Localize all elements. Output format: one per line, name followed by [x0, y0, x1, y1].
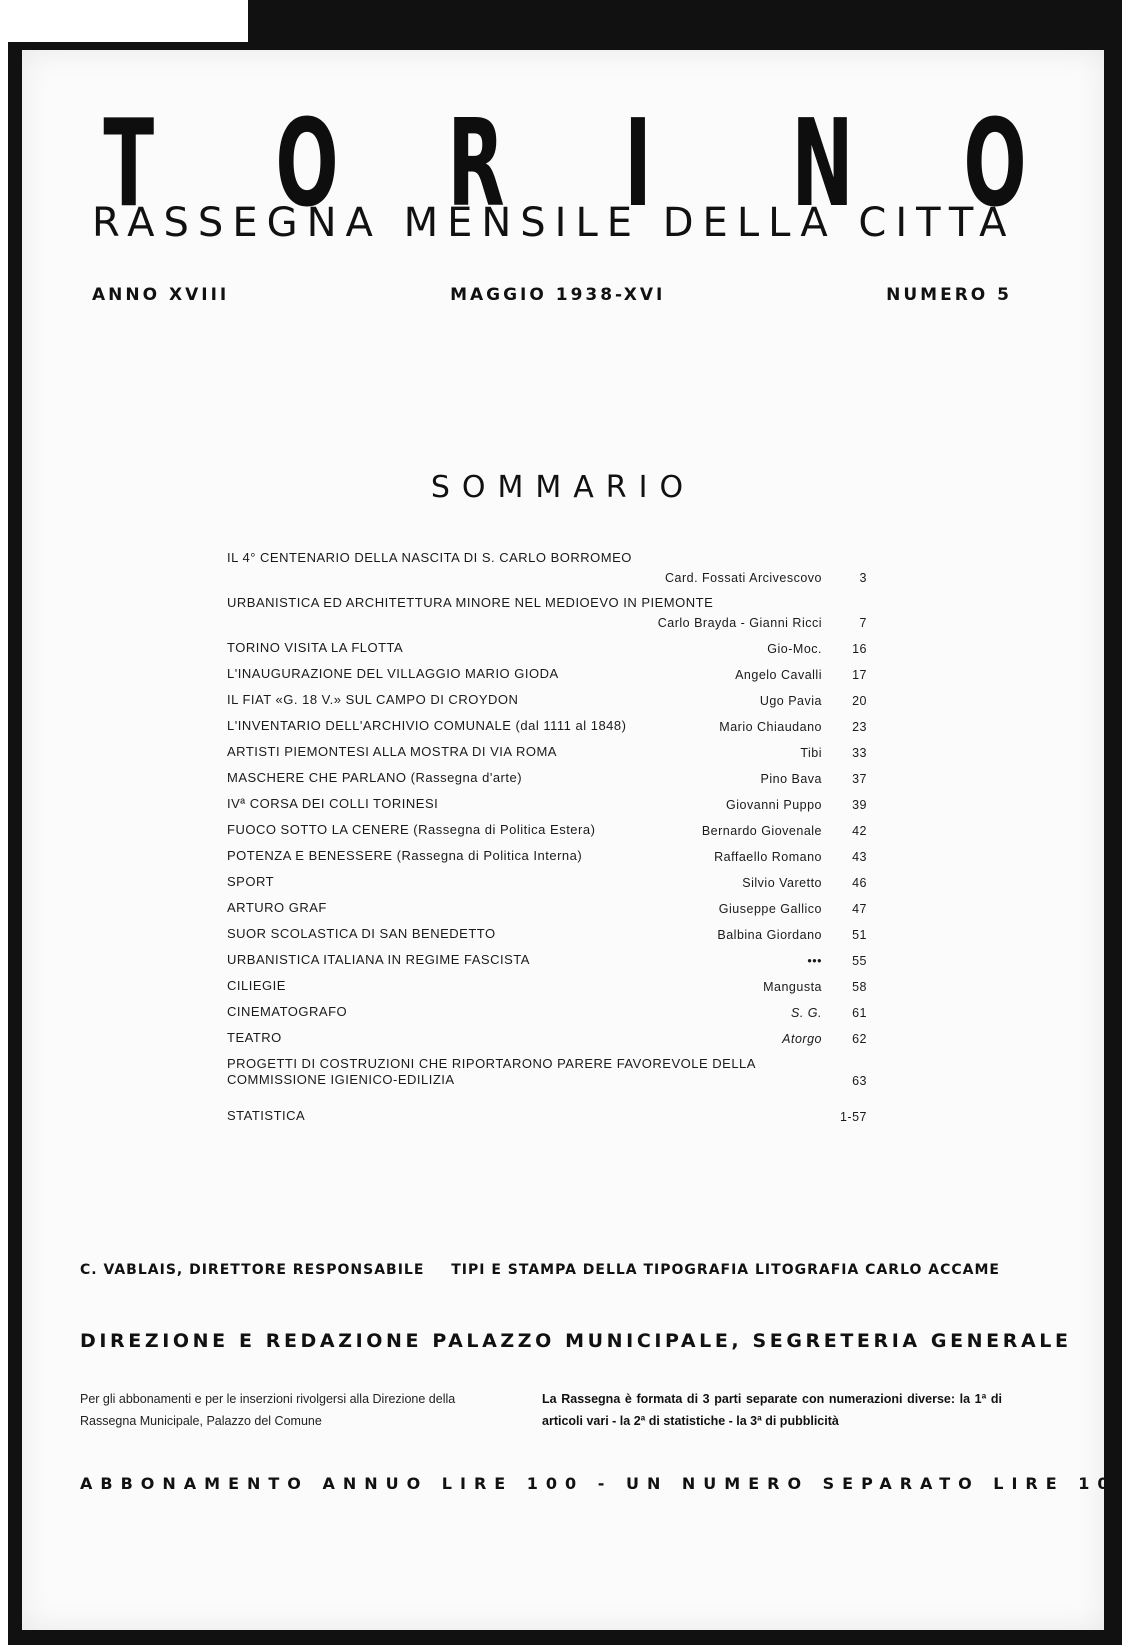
toc-entry [227, 1108, 867, 1134]
toc-entry [227, 595, 867, 640]
abbonamenti-info: Per gli abbonamenti e per le inserzioni rivolgersi alla Direzione della Rassegna Municipale, Palazzo del Comune [80, 1392, 456, 1428]
toc-author: Tibi [800, 746, 822, 760]
sommario-heading: SOMMARIO [430, 470, 696, 505]
toc-page: 51 [852, 928, 867, 942]
abbonamento-price: ABBONAMENTO ANNUO LIRE 100 - UN NUMERO SEPARATO LIRE 10 [80, 1474, 1117, 1493]
toc-author: Raffaello Romano [714, 850, 822, 864]
toc-author: Ugo Pavia [759, 694, 822, 708]
toc-page: 39 [852, 798, 867, 812]
direzione-redazione: DIREZIONE E REDAZIONE PALAZZO MUNICIPALE, SEGRETERIA GENERALE [80, 1330, 1072, 1352]
toc-title: ARTURO GRAF [227, 900, 327, 915]
toc-page: 55 [852, 954, 867, 968]
scan-left-edge [0, 42, 8, 1645]
toc-author: Card. Fossati Arcivescovo [665, 571, 822, 585]
toc-title: TEATRO [227, 1030, 282, 1045]
toc-page: 62 [852, 1032, 867, 1046]
toc-entry [227, 692, 867, 718]
tipografia-credit: TIPI E STAMPA DELLA TIPOGRAFIA LITOGRAFIA CARLO ACCAME [451, 1262, 1000, 1278]
toc-entry [227, 550, 867, 595]
toc-author: Carlo Brayda - Gianni Ricci [657, 616, 822, 630]
issue-info [92, 285, 1012, 305]
toc-title: PROGETTI DI COSTRUZIONI CHE RIPORTARONO PARERE FAVOREVOLE DELLA COMMISSIONE IGIENICO-EDILIZIA [227, 1056, 756, 1087]
toc-entry [227, 900, 867, 926]
toc-title: URBANISTICA ED ARCHITETTURA MINORE NEL MEDIOEVO IN PIEMONTE [227, 595, 714, 610]
toc-title: TORINO VISITA LA FLOTTA [227, 640, 404, 655]
toc-title: URBANISTICA ITALIANA IN REGIME FASCISTA [227, 952, 530, 967]
toc-page: 43 [852, 850, 867, 864]
toc-entry [227, 1056, 867, 1108]
toc-title: FUOCO SOTTO LA CENERE (Rassegna di Politica Estera) [227, 822, 596, 837]
toc-page: 17 [852, 668, 867, 682]
toc-entry [227, 822, 867, 848]
toc-page: 58 [852, 980, 867, 994]
toc-entry [227, 952, 867, 978]
masthead-subtitle: RASSEGNA MENSILE DELLA CITTÀ [92, 200, 1016, 246]
rassegna-parts-info: La Rassegna è formata di 3 parti separate con numerazioni diverse: la 1ª di articoli vari - la 2ª di statistiche - la 3ª di pubblicità [542, 1392, 1002, 1428]
toc-page: 1-57 [839, 1110, 867, 1124]
toc-title: L'INVENTARIO DELL'ARCHIVIO COMUNALE (dal 1111 al 1848) [227, 718, 627, 733]
toc-page: 16 [852, 642, 867, 656]
toc-page: 23 [852, 720, 867, 734]
toc-title: ARTISTI PIEMONTESI ALLA MOSTRA DI VIA ROMA [227, 744, 557, 759]
toc-page: 3 [859, 571, 867, 585]
toc-title: CILIEGIE [227, 978, 286, 993]
toc-entry [227, 718, 867, 744]
toc-title: L'INAUGURAZIONE DEL VILLAGGIO MARIO GIODA [227, 666, 559, 681]
toc-author: Pino Bava [760, 772, 822, 786]
toc-entry [227, 744, 867, 770]
toc-author: Mario Chiaudano [719, 720, 822, 734]
toc-page: 7 [859, 616, 867, 630]
toc-author: Silvio Varetto [742, 876, 822, 890]
toc-page: 47 [852, 902, 867, 916]
toc-entry [227, 796, 867, 822]
toc-entry [227, 978, 867, 1004]
issue-numero: NUMERO 5 [886, 285, 1012, 305]
toc-page: 61 [852, 1006, 867, 1020]
toc-author: Atorgo [782, 1032, 822, 1046]
toc-title: SPORT [227, 874, 275, 889]
page-content [22, 50, 1117, 1630]
toc-title: STATISTICA [227, 1108, 306, 1123]
toc-page: 42 [852, 824, 867, 838]
toc-author: Angelo Cavalli [735, 668, 822, 682]
toc-page: 33 [852, 746, 867, 760]
toc-entry [227, 770, 867, 796]
toc-entry [227, 874, 867, 900]
toc-entry [227, 640, 867, 666]
issue-date: MAGGIO 1938-XVI [450, 285, 666, 305]
masthead-letter: O [963, 95, 1027, 234]
document-page [22, 50, 1117, 1630]
toc-entry [227, 666, 867, 692]
toc-page: 46 [852, 876, 867, 890]
toc-author: Giovanni Puppo [726, 798, 822, 812]
toc-title: IL 4° CENTENARIO DELLA NASCITA DI S. CARLO BORROMEO [227, 550, 632, 565]
toc-entry [227, 848, 867, 874]
issue-anno: ANNO XVIII [92, 285, 230, 305]
toc-author: Giuseppe Gallico [718, 902, 822, 916]
toc-author: Bernardo Giovenale [701, 824, 822, 838]
toc-title: POTENZA E BENESSERE (Rassegna di Politica Interna) [227, 848, 583, 863]
toc-author: ••• [807, 954, 822, 968]
toc-title: IVª CORSA DEI COLLI TORINESI [227, 796, 439, 811]
masthead-letter: R [447, 95, 505, 234]
toc-author: Mangusta [763, 980, 822, 994]
toc-page: 20 [852, 694, 867, 708]
toc-author: Gio-Moc. [767, 642, 822, 656]
direttore-responsabile: C. VABLAIS, DIRETTORE RESPONSABILE [80, 1262, 425, 1278]
toc-title: CINEMATOGRAFO [227, 1004, 348, 1019]
scan-corner [0, 0, 248, 42]
toc-entry [227, 1030, 867, 1056]
toc-author: S. G. [791, 1006, 822, 1020]
toc-author: Balbina Giordano [717, 928, 822, 942]
toc-page: 37 [852, 772, 867, 786]
footer-credits [80, 1262, 1000, 1278]
toc-entry [227, 926, 867, 952]
masthead-letter: T [103, 95, 155, 234]
masthead-letter: I [624, 95, 652, 234]
toc-title: SUOR SCOLASTICA DI SAN BENEDETTO [227, 926, 496, 941]
masthead-letter: O [275, 95, 339, 234]
toc-page: 63 [852, 1074, 867, 1088]
toc-entry [227, 1004, 867, 1030]
table-of-contents [227, 550, 867, 1134]
toc-title: MASCHERE CHE PARLANO (Rassegna d'arte) [227, 770, 523, 785]
toc-title: IL FIAT «G. 18 V.» SUL CAMPO DI CROYDON [227, 692, 519, 707]
masthead-letter: N [791, 95, 854, 234]
